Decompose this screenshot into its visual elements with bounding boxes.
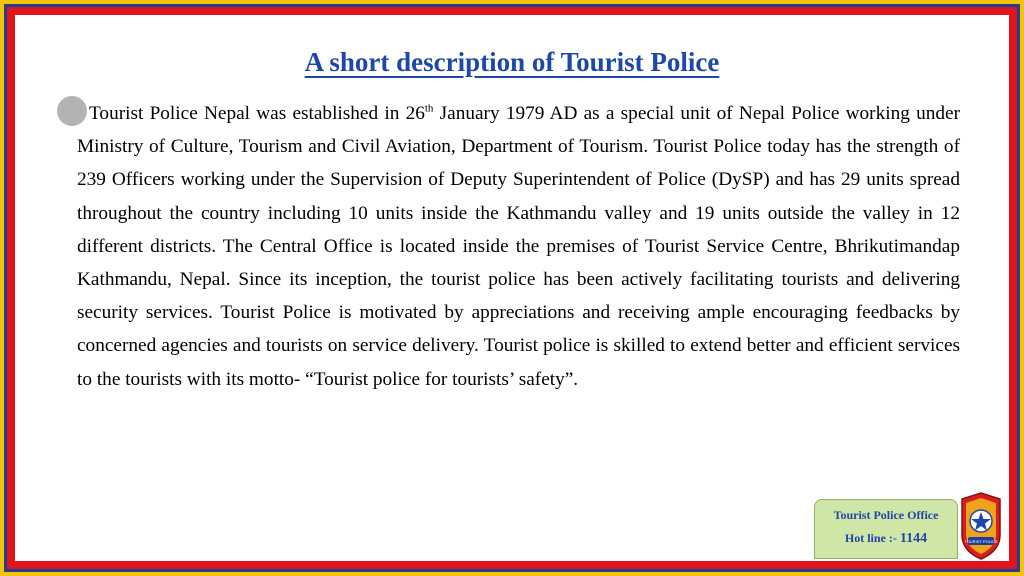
paragraph-text-part1: Tourist Police Nepal was established in 26 (89, 103, 425, 124)
slide-title: A short description of Tourist Police (304, 47, 720, 77)
office-label: Tourist Police Office (833, 508, 939, 522)
slide-title-wrapper (15, 47, 1009, 78)
hotline-number: 1144 (899, 531, 928, 546)
emblem-text: TOURIST POLICE (964, 539, 998, 544)
hotline-box (814, 499, 958, 559)
hotline-line (815, 531, 957, 547)
paragraph-text-part2: January 1979 AD as a special unit of Nepal Police working under Ministry of Culture, Tourism and Civil Aviation, Department of Tourism. Tourist Police today has the strength of 239 Officers working under the Supervision of Deputy Superintendent of Police (DySP) and has 29 units spread throughout the country including 10 units inside the Kathmandu valley and 19 units outside the valley in 12 different districts. The Central Office is located inside the premises of Tourist Service Centre, Bhrikutimandap Kathmandu, Nepal. Since its inception, the tourist police has been actively facilitating tourists and delivering security services. Tourist Police is motivated by appreciations and receiving ample encouraging feedbacks by concerned agencies and tourists on service delivery. Tourist police is skilled to extend better and efficient services to the tourists with its motto- “Tourist police for tourists’ safety”. (77, 103, 960, 390)
description-paragraph (77, 97, 960, 396)
hotline-label: Hot line :- (844, 531, 900, 545)
tourist-police-emblem-icon (958, 491, 1004, 561)
date-superscript: th (424, 102, 434, 115)
slide-content (15, 15, 1009, 561)
